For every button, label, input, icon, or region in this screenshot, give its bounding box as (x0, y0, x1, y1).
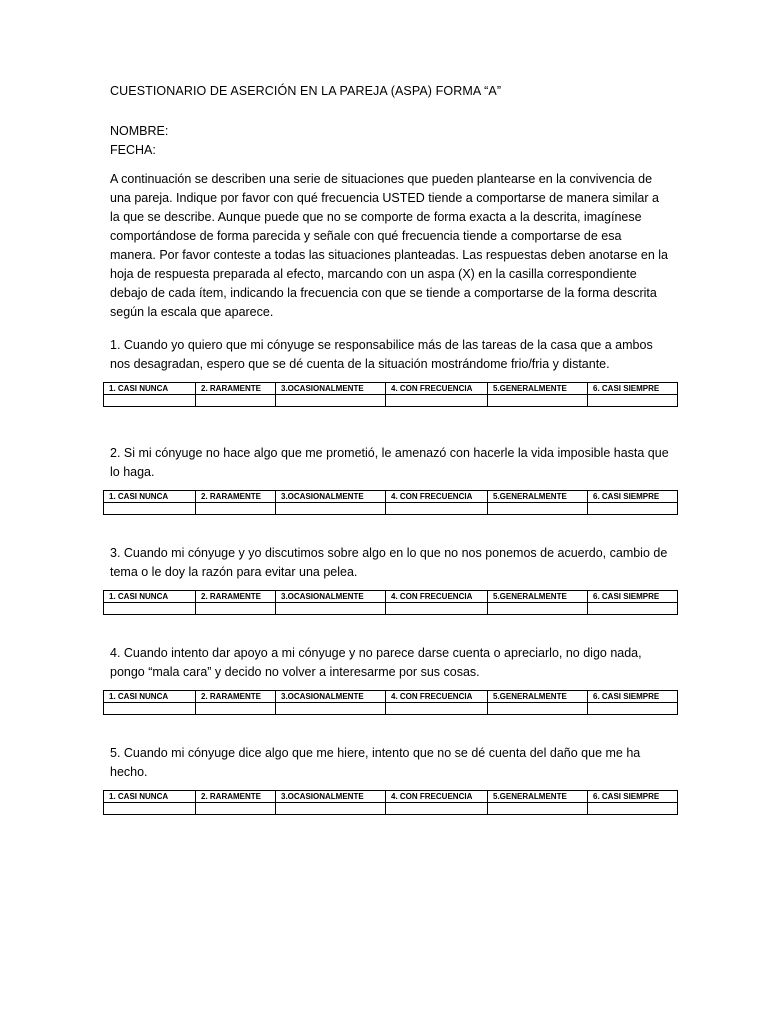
answer-cell[interactable] (196, 503, 276, 515)
answer-row (104, 703, 678, 715)
scale-option-label: 1. CASI NUNCA (104, 691, 196, 703)
answer-cell[interactable] (104, 703, 196, 715)
questionnaire-page (110, 84, 670, 844)
question-text: 4. Cuando intento dar apoyo a mi cónyuge y no parece darse cuenta o apreciarlo, no digo nada, pongo “mala cara” y decido no volver a interesarme por sus cosas. (110, 646, 642, 679)
scale-option-label: 1. CASI NUNCA (104, 791, 196, 803)
scale-option-label: 2. RARAMENTE (196, 383, 276, 395)
question-text: 3. Cuando mi cónyuge y yo discutimos sobre algo en lo que no nos ponemos de acuerdo, cambio de tema o le doy la razón para evitar una pelea. (110, 546, 668, 579)
answer-cell[interactable] (104, 603, 196, 615)
answer-cell[interactable] (488, 395, 588, 407)
scale-option-label: 4. CON FRECUENCIA (386, 383, 488, 395)
question-text: 1. Cuando yo quiero que mi cónyuge se responsabilice más de las tareas de la casa que a ambos nos desagradan, espero que se dé cuenta de la situación mostrándome frio/fria y distante. (110, 338, 653, 371)
answer-cell[interactable] (488, 703, 588, 715)
scale-option-label: 3.OCASIONALMENTE (276, 383, 386, 395)
scale-option-label: 4. CON FRECUENCIA (386, 591, 488, 603)
scale-option-label: 3.OCASIONALMENTE (276, 691, 386, 703)
scale-option-label: 4. CON FRECUENCIA (386, 791, 488, 803)
scale-option-label: 3.OCASIONALMENTE (276, 791, 386, 803)
scale-option-label: 5.GENERALMENTE (488, 691, 588, 703)
scale-option-label: 6. CASI SIEMPRE (588, 691, 678, 703)
scale-option-label: 2. RARAMENTE (196, 491, 276, 503)
fecha-label: FECHA: (110, 143, 156, 157)
scale-option-label: 4. CON FRECUENCIA (386, 691, 488, 703)
answer-row (104, 803, 678, 815)
scale-header-row (104, 691, 678, 703)
scale-option-label: 6. CASI SIEMPRE (588, 383, 678, 395)
nombre-label: NOMBRE: (110, 124, 169, 138)
answer-cell[interactable] (276, 703, 386, 715)
answer-cell[interactable] (386, 603, 488, 615)
answer-cell[interactable] (588, 703, 678, 715)
answer-cell[interactable] (196, 603, 276, 615)
scale-option-label: 5.GENERALMENTE (488, 591, 588, 603)
answer-cell[interactable] (588, 395, 678, 407)
answer-cell[interactable] (386, 703, 488, 715)
document-title: CUESTIONARIO DE ASERCIÓN EN LA PAREJA (ASPA) FORMA “A” (110, 84, 502, 98)
scale-header-row (104, 491, 678, 503)
scale-option-label: 1. CASI NUNCA (104, 383, 196, 395)
answer-cell[interactable] (386, 395, 488, 407)
question-block (110, 544, 670, 615)
scale-option-label: 2. RARAMENTE (196, 691, 276, 703)
question-block (110, 444, 670, 515)
answer-cell[interactable] (488, 503, 588, 515)
answer-scale-table (103, 690, 678, 715)
question-block (110, 336, 670, 407)
scale-option-label: 3.OCASIONALMENTE (276, 491, 386, 503)
scale-option-label: 6. CASI SIEMPRE (588, 591, 678, 603)
instructions-paragraph: A continuación se describen una serie de situaciones que pueden plantearse en la convivencia de una pareja. Indique por favor con qué frecuencia USTED tiende a comportarse de manera similar a la que se describe. Aunque puede que no se comporte de forma exacta a la descrita, imagínese comportándose de forma parecida y señale con qué frecuencia tiende a comportarse de esa manera. Por favor conteste a todas las situaciones planteadas. Las respuestas deben anotarse en la hoja de respuesta preparada al efecto, marcando con un aspa (X) en la casilla correspondiente debajo de cada ítem, indicando la frecuencia con que se tiende a comportarse de la forma descrita según la escala que aparece. (110, 172, 668, 319)
scale-option-label: 1. CASI NUNCA (104, 491, 196, 503)
answer-cell[interactable] (488, 603, 588, 615)
answer-cell[interactable] (276, 503, 386, 515)
answer-cell[interactable] (196, 395, 276, 407)
scale-option-label: 6. CASI SIEMPRE (588, 791, 678, 803)
question-text: 2. Si mi cónyuge no hace algo que me prometió, le amenazó con hacerle la vida imposible hasta que lo haga. (110, 446, 669, 479)
answer-cell[interactable] (588, 503, 678, 515)
answer-row (104, 395, 678, 407)
scale-option-label: 4. CON FRECUENCIA (386, 491, 488, 503)
scale-option-label: 5.GENERALMENTE (488, 383, 588, 395)
answer-cell[interactable] (196, 703, 276, 715)
scale-option-label: 6. CASI SIEMPRE (588, 491, 678, 503)
answer-scale-table (103, 590, 678, 615)
answer-cell[interactable] (276, 803, 386, 815)
answer-cell[interactable] (588, 603, 678, 615)
questions-list (110, 336, 670, 815)
answer-cell[interactable] (196, 803, 276, 815)
answer-cell[interactable] (104, 803, 196, 815)
scale-option-label: 2. RARAMENTE (196, 791, 276, 803)
question-text: 5. Cuando mi cónyuge dice algo que me hiere, intento que no se dé cuenta del daño que me ha hecho. (110, 746, 641, 779)
question-block (110, 744, 670, 815)
scale-option-label: 5.GENERALMENTE (488, 491, 588, 503)
scale-option-label: 5.GENERALMENTE (488, 791, 588, 803)
question-block (110, 644, 670, 715)
scale-option-label: 1. CASI NUNCA (104, 591, 196, 603)
answer-cell[interactable] (276, 395, 386, 407)
answer-cell[interactable] (276, 603, 386, 615)
answer-row (104, 603, 678, 615)
scale-header-row (104, 383, 678, 395)
answer-scale-table (103, 490, 678, 515)
answer-cell[interactable] (104, 503, 196, 515)
scale-option-label: 2. RARAMENTE (196, 591, 276, 603)
answer-cell[interactable] (386, 803, 488, 815)
answer-cell[interactable] (386, 503, 488, 515)
scale-option-label: 3.OCASIONALMENTE (276, 591, 386, 603)
answer-cell[interactable] (488, 803, 588, 815)
answer-cell[interactable] (588, 803, 678, 815)
answer-scale-table (103, 790, 678, 815)
scale-header-row (104, 791, 678, 803)
answer-cell[interactable] (104, 395, 196, 407)
scale-header-row (104, 591, 678, 603)
answer-row (104, 503, 678, 515)
answer-scale-table (103, 382, 678, 407)
